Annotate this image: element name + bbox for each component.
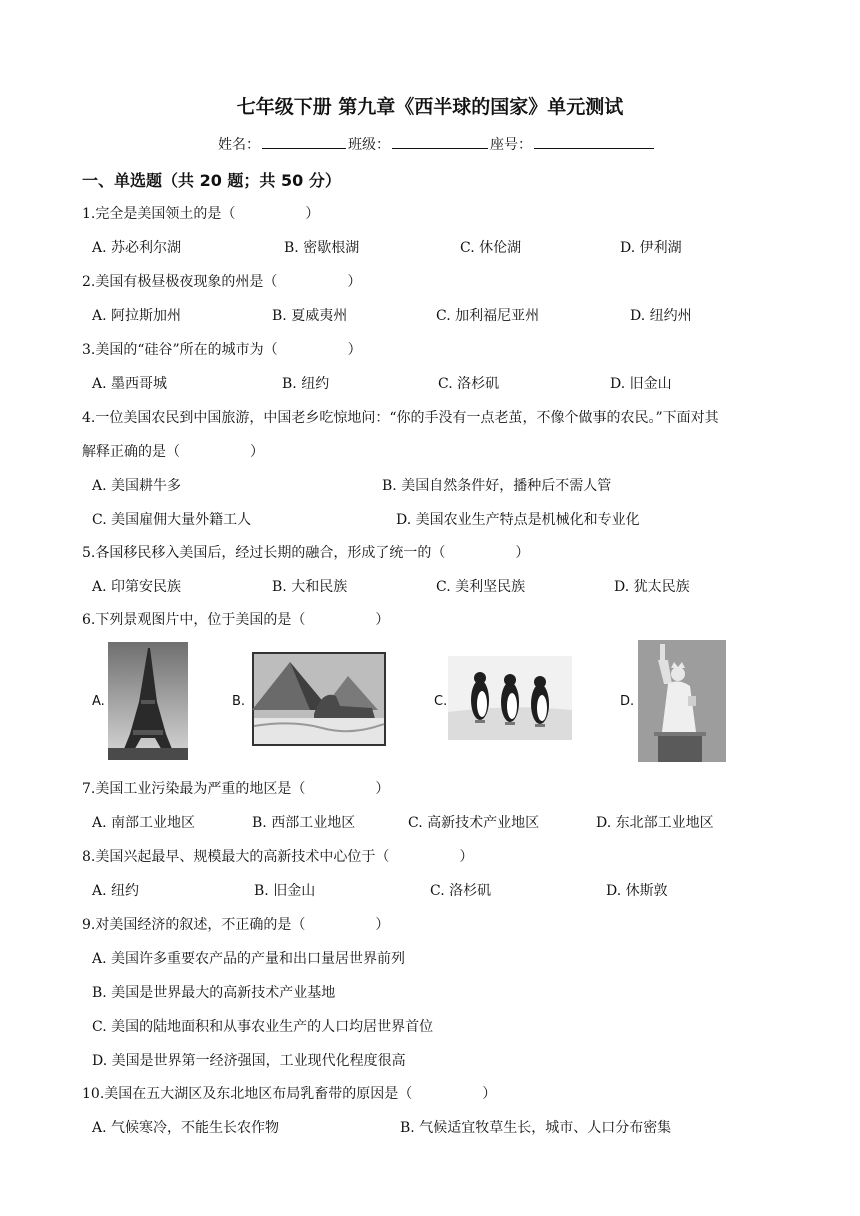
q5-option-b[interactable]: B. 大和民族 — [272, 579, 348, 595]
q4-option-a[interactable]: A. 美国耕牛多 — [92, 478, 182, 494]
q1-option-d[interactable]: D. 伊利湖 — [620, 240, 682, 256]
question-6-stem: 6.下列景观图片中，位于美国的是（ ） — [82, 612, 390, 628]
class-label: 班级： — [348, 137, 390, 153]
q2-option-c[interactable]: C. 加利福尼亚州 — [436, 308, 540, 324]
q9-option-b[interactable]: B. 美国是世界最大的高新技术产业基地 — [92, 985, 336, 1001]
seat-blank[interactable] — [534, 136, 654, 149]
student-info-line — [218, 134, 656, 154]
question-7-stem: 7.美国工业污染最为严重的地区是（ ） — [82, 781, 390, 797]
question-4-stem-continued: 解释正确的是（ ） — [82, 444, 264, 460]
q7-option-d[interactable]: D. 东北部工业地区 — [596, 815, 714, 831]
question-10-stem: 10.美国在五大湖区及东北地区布局乳畜带的原因是（ ） — [82, 1086, 497, 1102]
q6-option-d[interactable]: D. — [620, 694, 635, 709]
q7-option-c[interactable]: C. 高新技术产业地区 — [408, 815, 540, 831]
pyramid-sphinx-image[interactable] — [252, 652, 386, 750]
name-blank[interactable] — [262, 136, 346, 149]
q7-option-a[interactable]: A. 南部工业地区 — [92, 815, 196, 831]
q1-option-a[interactable]: A. 苏必利尔湖 — [92, 240, 182, 256]
question-3-stem: 3.美国的“硅谷”所在的城市为（ ） — [82, 342, 362, 358]
question-8-stem: 8.美国兴起最早、规模最大的高新技术中心位于（ ） — [82, 849, 474, 865]
question-9-stem: 9.对美国经济的叙述，不正确的是（ ） — [82, 917, 390, 933]
q6-option-a[interactable]: A. — [92, 694, 105, 709]
seat-label: 座号： — [490, 137, 532, 153]
eiffel-tower-image[interactable] — [108, 642, 188, 764]
q8-option-c[interactable]: C. 洛杉矶 — [430, 883, 492, 899]
q9-option-c[interactable]: C. 美国的陆地面积和从事农业生产的人口均居世界首位 — [92, 1019, 434, 1035]
question-2-stem: 2.美国有极昼极夜现象的州是（ ） — [82, 274, 362, 290]
q10-option-a[interactable]: A. 气候寒冷，不能生长农作物 — [92, 1120, 280, 1136]
q7-option-b[interactable]: B. 西部工业地区 — [252, 815, 356, 831]
q9-option-d[interactable]: D. 美国是世界第一经济强国，工业现代化程度很高 — [92, 1053, 406, 1069]
q5-option-c[interactable]: C. 美利坚民族 — [436, 579, 526, 595]
name-label: 姓名： — [218, 137, 260, 153]
q8-option-d[interactable]: D. 休斯敦 — [606, 883, 668, 899]
q6-option-b[interactable]: B. — [232, 694, 246, 709]
q3-option-d[interactable]: D. 旧金山 — [610, 376, 672, 392]
q1-option-c[interactable]: C. 休伦湖 — [460, 240, 522, 256]
q9-option-a[interactable]: A. 美国许多重要农产品的产量和出口量居世界前列 — [92, 951, 406, 967]
q10-option-b[interactable]: B. 气候适宜牧草生长，城市、人口分布密集 — [400, 1120, 672, 1136]
class-blank[interactable] — [392, 136, 488, 149]
q8-option-b[interactable]: B. 旧金山 — [254, 883, 316, 899]
statue-of-liberty-image[interactable] — [638, 640, 726, 766]
question-5-stem: 5.各国移民移入美国后，经过长期的融合，形成了统一的（ ） — [82, 545, 530, 561]
q2-option-a[interactable]: A. 阿拉斯加州 — [92, 308, 182, 324]
q6-option-c[interactable]: C. — [434, 694, 448, 709]
q2-option-d[interactable]: D. 纽约州 — [630, 308, 692, 324]
question-1-stem: 1.完全是美国领土的是（ ） — [82, 206, 320, 222]
q2-option-b[interactable]: B. 夏威夷州 — [272, 308, 348, 324]
q3-option-a[interactable]: A. 墨西哥城 — [92, 376, 168, 392]
question-4-stem: 4.一位美国农民到中国旅游，中国老乡吃惊地问：“你的手没有一点老茧，不像个做事的农民。”下面对其 — [82, 410, 719, 426]
page-title: 七年级下册 第九章《西半球的国家》单元测试 — [236, 96, 624, 118]
penguins-image[interactable] — [448, 656, 572, 744]
q3-option-b[interactable]: B. 纽约 — [282, 376, 330, 392]
q4-option-b[interactable]: B. 美国自然条件好，播种后不需人管 — [382, 478, 612, 494]
q1-option-b[interactable]: B. 密歇根湖 — [284, 240, 360, 256]
q5-option-d[interactable]: D. 犹太民族 — [614, 579, 690, 595]
section-heading: 一、单选题（共 20 题；共 50 分） — [82, 171, 341, 190]
q3-option-c[interactable]: C. 洛杉矶 — [438, 376, 500, 392]
q8-option-a[interactable]: A. 纽约 — [92, 883, 140, 899]
q5-option-a[interactable]: A. 印第安民族 — [92, 579, 182, 595]
q4-option-c[interactable]: C. 美国雇佣大量外籍工人 — [92, 512, 252, 528]
q4-option-d[interactable]: D. 美国农业生产特点是机械化和专业化 — [396, 512, 640, 528]
